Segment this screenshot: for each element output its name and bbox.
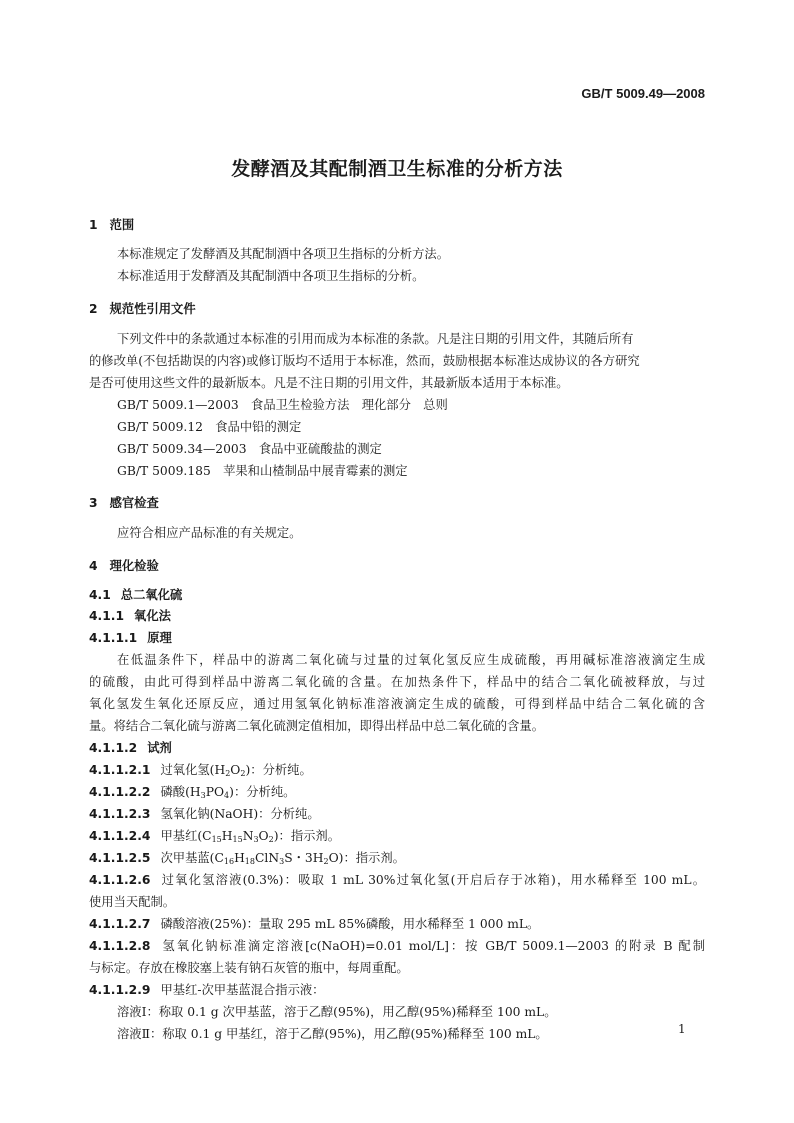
reagent-item <box>89 847 405 869</box>
reagent-text: 过氧化氢(H <box>160 763 226 777</box>
reagent-item <box>89 935 705 957</box>
reagent-text: O)：指示剂。 <box>328 851 405 865</box>
reagent-item <box>89 979 324 1001</box>
document-title: 发酵酒及其配制酒卫生标准的分析方法 <box>231 158 563 180</box>
reagent-item <box>89 759 312 781</box>
section-number: 4 <box>89 559 98 573</box>
subsection-heading <box>89 605 171 627</box>
reagent-text: 甲基红-次甲基蓝混合指示液： <box>160 983 325 997</box>
subscript: 2 <box>268 835 274 844</box>
paragraph-line: 的硫酸，由此可得到样品中游离二氧化硫的含量。在加热条件下，样品中的结合二氧化硫被释放，与过 <box>89 675 705 689</box>
clause-title: 氧化法 <box>134 609 171 623</box>
clause-number: 4.1.1.2.6 <box>89 873 151 887</box>
clause-number: 4.1.1.2.1 <box>89 763 151 777</box>
subscript: 15 <box>232 835 243 844</box>
subscript: 2 <box>240 769 246 778</box>
paragraph: 本标准规定了发酵酒及其配制酒中各项卫生指标的分析方法。 <box>117 247 450 261</box>
paragraph: 应符合相应产品标准的有关规定。 <box>117 526 302 540</box>
paragraph-line: 量。将结合二氧化硫与游离二氧化硫测定值相加，即得出样品中总二氧化硫的含量。 <box>89 719 544 733</box>
reagent-text: H <box>234 851 245 865</box>
reference-item: GB/T 5009.12 食品中铅的测定 <box>117 420 302 434</box>
subscript: 3 <box>279 857 285 866</box>
reagent-text: 过氧化氢溶液(0.3%)：吸取 1 mL 30%过氧化氢(开启后存于冰箱)，用水稀释至 100 mL。 <box>160 873 705 887</box>
page-number: 1 <box>678 1022 686 1036</box>
clause-number: 4.1.1 <box>89 609 125 623</box>
solution-item: 溶液Ⅰ：称取 0.1 g 次甲基蓝，溶于乙醇(95%)，用乙醇(95%)稀释至 100 mL。 <box>117 1005 557 1019</box>
paragraph-line: 是否可使用这些文件的最新版本。凡是不注日期的引用文件，其最新版本适用于本标准。 <box>89 376 569 390</box>
clause-number: 4.1 <box>89 588 111 602</box>
clause-number: 4.1.1.2.5 <box>89 851 151 865</box>
section-3-heading <box>89 492 159 514</box>
paragraph-line: 的修改单(不包括勘误的内容)或修订版均不适用于本标准，然而，鼓励根据本标准达成协议的各方研究 <box>89 354 640 368</box>
clause-title: 总二氧化硫 <box>120 588 183 602</box>
section-number: 2 <box>89 302 98 316</box>
section-title: 理化检验 <box>109 559 159 573</box>
reagent-text: 氢氧化钠标准滴定溶液[c(NaOH)=0.01 mol/L]：按 GB/T 5009.1—2003 的附录 B 配制 <box>160 939 705 953</box>
subscript: 2 <box>225 769 231 778</box>
reagent-item <box>89 781 295 803</box>
subscript: 18 <box>244 857 255 866</box>
clause-title: 试剂 <box>147 741 172 755</box>
subsection-heading <box>89 737 172 759</box>
standard-code: GB/T 5009.49—2008 <box>581 86 705 101</box>
reagent-text: 甲基红(C <box>160 829 212 843</box>
reagent-item <box>89 913 539 935</box>
reagent-text: ClN <box>254 851 280 865</box>
reagent-text: )：指示剂。 <box>273 829 341 843</box>
section-number: 3 <box>89 496 98 510</box>
reagent-text: O <box>230 763 241 777</box>
reagent-text: 氢氧化钠(NaOH)：分析纯。 <box>160 807 320 821</box>
clause-number: 4.1.1.2.7 <box>89 917 151 931</box>
section-title: 规范性引用文件 <box>109 302 196 316</box>
paragraph: 本标准适用于发酵酒及其配制酒中各项卫生指标的分析。 <box>117 269 425 283</box>
subsection-heading <box>89 627 172 649</box>
clause-number: 4.1.1.2.9 <box>89 983 151 997</box>
reagent-text: O <box>258 829 269 843</box>
subsection-heading <box>89 584 182 606</box>
reagent-text: 磷酸(H <box>160 785 201 799</box>
reagent-text: 次甲基蓝(C <box>160 851 224 865</box>
reagent-text: PO <box>205 785 225 799</box>
section-title: 感官检查 <box>109 496 159 510</box>
clause-number: 4.1.1.2.2 <box>89 785 151 799</box>
reagent-text: N <box>242 829 254 843</box>
reagent-text: S・3H <box>284 851 324 865</box>
reagent-item <box>89 803 320 825</box>
reagent-text: )：分析纯。 <box>229 785 296 799</box>
reference-item: GB/T 5009.34—2003 食品中亚硫酸盐的测定 <box>117 442 382 456</box>
reagent-text: 磷酸溶液(25%)：量取 295 mL 85%磷酸，用水稀释至 1 000 mL。 <box>160 917 540 931</box>
subscript: 16 <box>223 857 235 866</box>
clause-title: 原理 <box>147 631 172 645</box>
clause-number: 4.1.1.1 <box>89 631 138 645</box>
section-title: 范围 <box>109 218 135 232</box>
subscript: 3 <box>253 835 259 844</box>
clause-number: 4.1.1.2.4 <box>89 829 151 843</box>
clause-number: 4.1.1.2.3 <box>89 807 151 821</box>
subscript: 4 <box>224 791 230 800</box>
solution-item: 溶液Ⅱ：称取 0.1 g 甲基红，溶于乙醇(95%)，用乙醇(95%)稀释至 100 mL。 <box>117 1027 548 1041</box>
clause-number: 4.1.1.2 <box>89 741 138 755</box>
section-2-heading <box>89 298 196 320</box>
paragraph-line: 使用当天配制。 <box>89 895 176 909</box>
subscript: 15 <box>211 835 222 844</box>
paragraph-line: 与标定。存放在橡胶塞上装有钠石灰管的瓶中，每周重配。 <box>89 961 409 975</box>
reagent-item <box>89 825 340 847</box>
subscript: 3 <box>200 791 206 800</box>
clause-number: 4.1.1.2.8 <box>89 939 151 953</box>
section-1-heading <box>89 214 134 236</box>
paragraph-line: 氧化氢发生氧化还原反应，通过用氢氧化钠标准溶液滴定生成的硫酸，可得到样品中结合二氧化硫的含 <box>89 697 705 711</box>
reference-item: GB/T 5009.185 苹果和山楂制品中展青霉素的测定 <box>117 464 408 478</box>
section-number: 1 <box>89 218 98 232</box>
paragraph-line: 下列文件中的条款通过本标准的引用而成为本标准的条款。凡是注日期的引用文件，其随后所有 <box>117 332 634 346</box>
section-4-heading <box>89 555 159 577</box>
reference-item: GB/T 5009.1—2003 食品卫生检验方法 理化部分 总则 <box>117 398 448 412</box>
paragraph-line: 在低温条件下，样品中的游离二氧化硫与过量的过氧化氢反应生成硫酸，再用碱标准溶液滴定生成 <box>117 653 705 667</box>
reagent-text: )：分析纯。 <box>245 763 312 777</box>
subscript: 2 <box>323 857 329 866</box>
reagent-item <box>89 869 705 891</box>
reagent-text: H <box>221 829 233 843</box>
